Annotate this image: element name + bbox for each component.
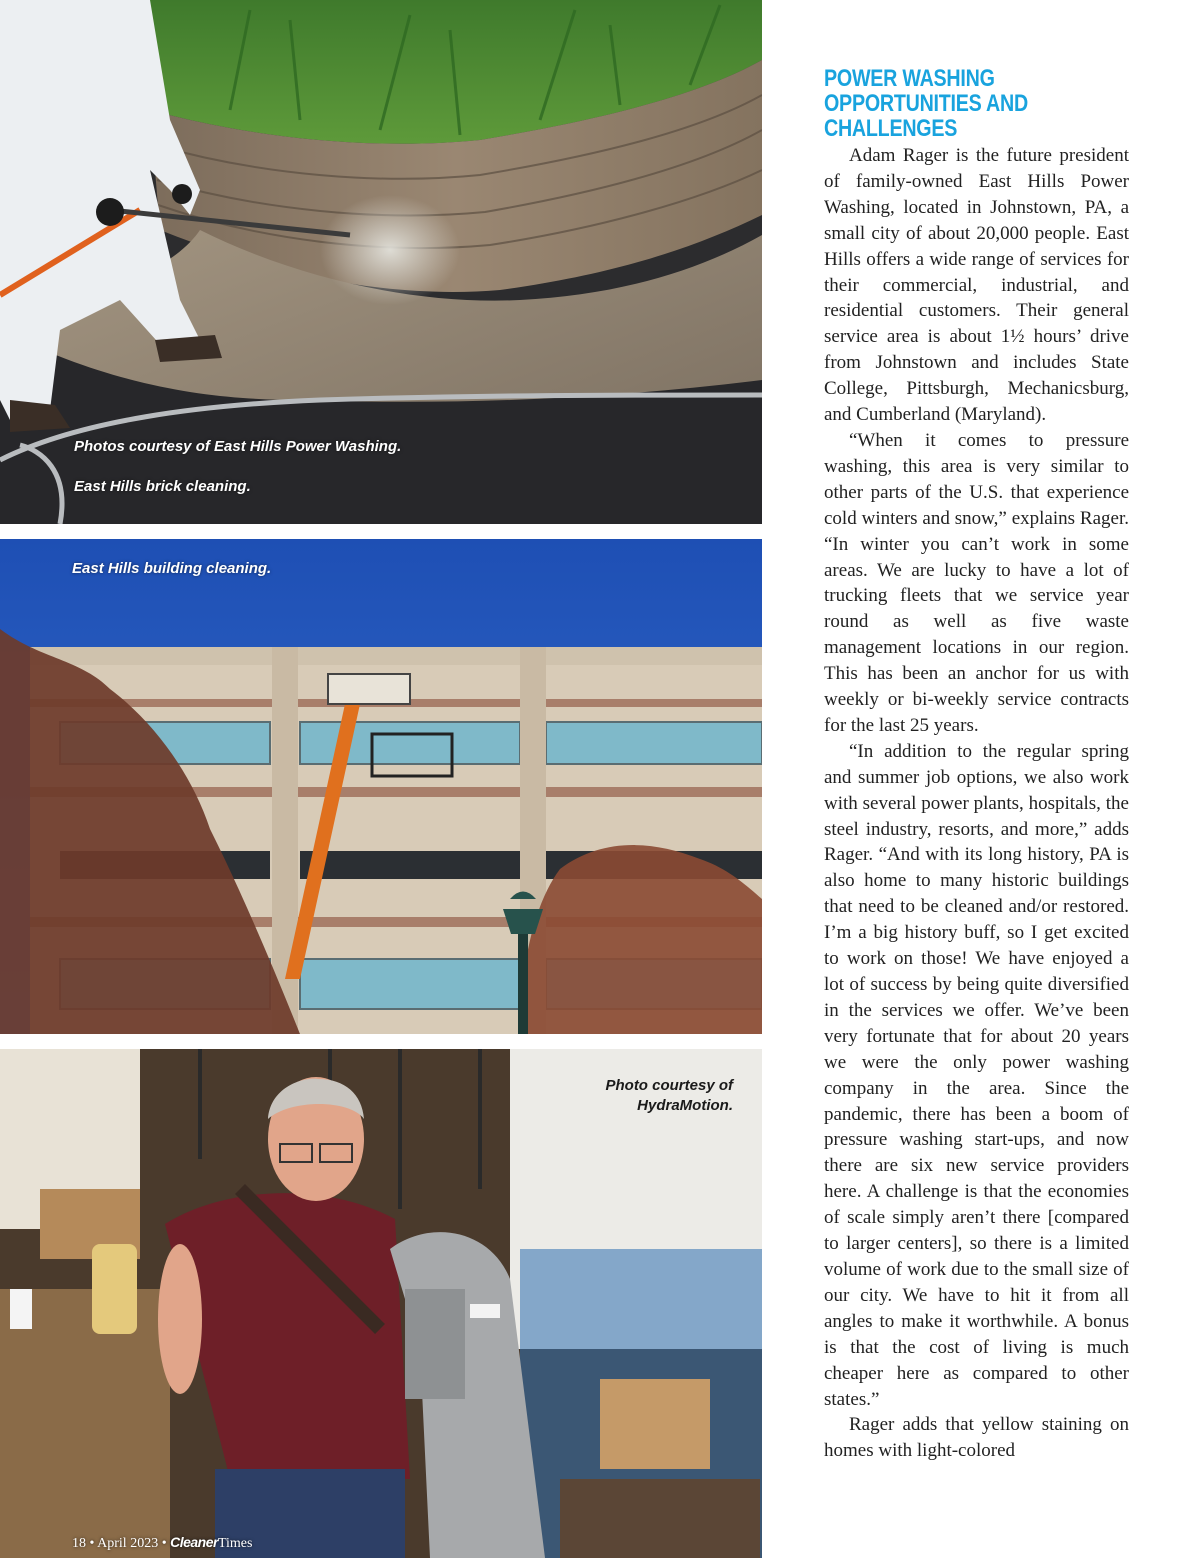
folio-separator: • [161, 1536, 167, 1551]
article-paragraph: Adam Rager is the future president of family-owned East Hills Power Washing, located in Johnstown, PA, a small city of about 20,000 people. East Hills offers a wide range of services for their commercial, industrial, and residential customers. Their general service area is about 1½ hours’ drive from Johnstown and includes State College, Pittsburgh, Mechanicsburg, and Cumberland (Maryland). [824, 145, 1129, 426]
section-headline: POWER WASHING OPPORTUNITIES AND CHALLENGES [824, 65, 1028, 142]
article-paragraph: “When it comes to pressure washing, this area is very similar to other parts of the U.S. that experience cold winters and snow,” explains Rager. “In winter you can’t work in some areas. We are lucky to have a lot of trucking fleets that we service year round as well as five waste management locations in our region. This has been an anchor for us with weekly or bi-weekly service contracts for the last 25 years. [824, 429, 1129, 736]
photo-credit-east-hills: Photos courtesy of East Hills Power Washing. [74, 438, 402, 455]
article-column [824, 66, 1129, 1464]
article-paragraph: “In addition to the regular spring and summer job options, we also work with several power plants, hospitals, the steel industry, resorts, and more,” adds Rager. “And with its long history, PA is also home to many historic buildings that need to be cleaned and/or restored. I’m a big history buff, so I get excited to work on those! We have enjoyed a lot of success by being quite diversified in the services we offer. We’ve been very fortunate that for about 20 years we were the only power washing company in the area. Since the pandemic, there has been a boom of pressure washing start-ups, and now there are six new service providers here. A challenge is that the economies of scale simply aren’t there [compared to larger centers], so there is a limited volume of work due to the small size of our city. We have to hit it from all angles to make it worthwhile. A bonus is that the cost of living is much cheaper here as compared to other states.” [824, 740, 1129, 1410]
magazine-brand: Cleaner [170, 1534, 218, 1550]
photo-caption-brick-cleaning: East Hills brick cleaning. [74, 478, 251, 495]
photo-credit-hydramotion: Photo courtesy of HydraMotion. [605, 1077, 733, 1114]
photo-caption-building-cleaning: East Hills building cleaning. [72, 560, 272, 577]
folio-separator: • [89, 1536, 95, 1551]
issue-date: April 2023 [97, 1536, 159, 1551]
photo-building-cleaning [0, 539, 762, 1034]
page-number: 18 [72, 1536, 86, 1551]
magazine-name: Times [217, 1536, 253, 1551]
photo-hydramotion-workshop [0, 1049, 762, 1558]
article-paragraph: Rager adds that yellow staining on homes with light-colored [824, 1414, 1129, 1462]
article-body [824, 143, 1129, 1464]
page-folio [72, 1534, 252, 1552]
